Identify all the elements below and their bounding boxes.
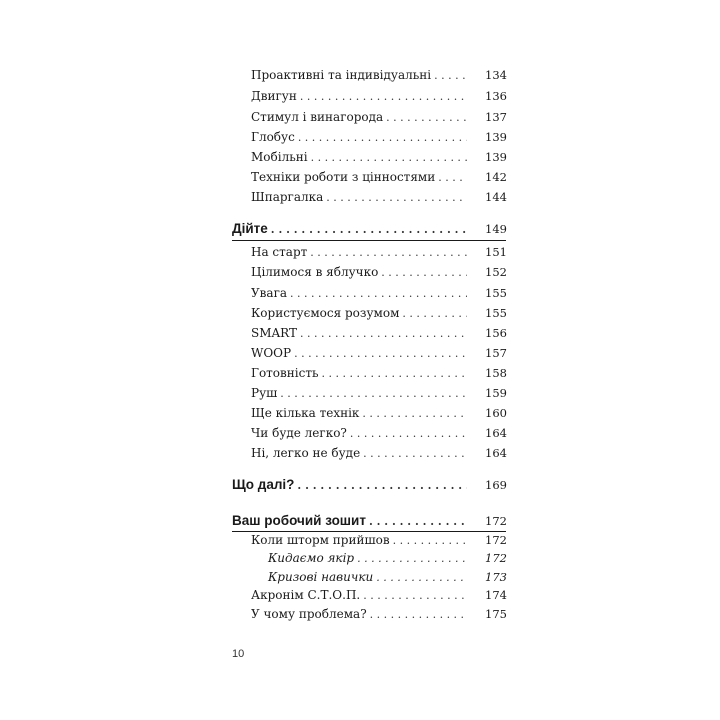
- toc-entry: [251, 588, 507, 603]
- dot-leader: [326, 191, 467, 205]
- dot-leader: [402, 307, 467, 321]
- toc-entry-title: Кризові навички: [268, 570, 374, 584]
- toc-entry-title: Руш: [251, 386, 278, 400]
- toc-entry: [251, 286, 507, 301]
- toc-entry-page: 159: [485, 386, 507, 400]
- toc-entry: [251, 170, 507, 185]
- dot-leader: [393, 534, 467, 548]
- toc-entry: [251, 607, 507, 622]
- toc-entry-title: Стимул і винагорода: [251, 110, 384, 124]
- dot-leader: [386, 111, 467, 125]
- dot-leader: [290, 287, 467, 301]
- toc-entry: [251, 190, 507, 205]
- toc-entry-title: Готовність: [251, 366, 319, 380]
- toc-entry-page: 164: [485, 446, 507, 460]
- section-divider: [232, 531, 506, 532]
- toc-entry-title: Кидаємо якір: [268, 551, 355, 565]
- toc-entry: [251, 265, 507, 280]
- dot-leader: [271, 223, 467, 237]
- toc-entry-title: Ні, легко не буде: [251, 446, 361, 460]
- toc-entry-title: Ще кілька технік: [251, 406, 360, 420]
- dot-leader: [357, 552, 467, 566]
- toc-entry-title: Чи буде легко?: [251, 426, 347, 440]
- toc-entry-title: WOOP: [251, 346, 292, 360]
- section-divider: [232, 240, 506, 241]
- toc-entry: [251, 89, 507, 104]
- toc-entry: [251, 366, 507, 381]
- toc-entry-title: Глобус: [251, 130, 295, 144]
- dot-leader: [297, 479, 467, 493]
- toc-entry-page: 173: [485, 570, 507, 584]
- toc-entry-page: 158: [485, 366, 507, 380]
- toc-entry: [251, 426, 507, 441]
- toc-entry: [251, 110, 507, 125]
- toc-entry-page: 172: [485, 551, 507, 565]
- toc-entry-title: У чому проблема?: [251, 607, 367, 621]
- toc-entry-title: Шпаргалка: [251, 190, 324, 204]
- toc-entry: [251, 130, 507, 145]
- toc-entry-title: Техніки роботи з цінностями: [251, 170, 436, 184]
- toc-section-title: Що далі?: [232, 477, 295, 492]
- toc-entry-title: Двигун: [251, 89, 297, 103]
- toc-section-page: 149: [485, 222, 507, 236]
- toc-entry-page: 137: [485, 110, 507, 124]
- toc-entry-page: 152: [485, 265, 507, 279]
- toc-entry-title: Користуємося розумом: [251, 306, 400, 320]
- dot-leader: [438, 171, 467, 185]
- toc-subentry: [268, 551, 507, 566]
- toc-entry-page: 175: [485, 607, 507, 621]
- toc-section-heading: [232, 513, 507, 529]
- dot-leader: [300, 90, 467, 104]
- toc-section-heading: [232, 477, 507, 493]
- dot-leader: [362, 407, 467, 421]
- toc-entry-page: 174: [485, 588, 507, 602]
- toc-entry-page: 134: [485, 68, 507, 82]
- dot-leader: [298, 131, 467, 145]
- toc-entry: [251, 386, 507, 401]
- toc-entry-page: 172: [485, 533, 507, 547]
- dot-leader: [363, 589, 467, 603]
- toc-section-page: 172: [485, 514, 507, 528]
- dot-leader: [363, 447, 467, 461]
- toc-entry: [251, 446, 507, 461]
- toc-entry-page: 155: [485, 306, 507, 320]
- dot-leader: [350, 427, 467, 441]
- toc-entry-title: Цілимося в яблучко: [251, 265, 379, 279]
- toc-entry-title: Увага: [251, 286, 288, 300]
- toc-entry: [251, 245, 507, 260]
- toc-entry-page: 164: [485, 426, 507, 440]
- dot-leader: [376, 571, 467, 585]
- dot-leader: [310, 246, 467, 260]
- toc-entry-title: Акронім С.Т.О.П.: [251, 588, 361, 602]
- dot-leader: [381, 266, 467, 280]
- dot-leader: [322, 367, 467, 381]
- toc-entry-title: Мобільні: [251, 150, 308, 164]
- toc-entry-page: 136: [485, 89, 507, 103]
- dot-leader: [311, 151, 467, 165]
- toc-entry-page: 139: [485, 130, 507, 144]
- toc-entry: [251, 326, 507, 341]
- page-number: 10: [232, 648, 245, 660]
- toc-entry-title: SMART: [251, 326, 298, 340]
- toc-section-heading: [232, 221, 507, 237]
- toc-entry: [251, 346, 507, 361]
- dot-leader: [300, 327, 467, 341]
- toc-section-title: Ваш робочий зошит: [232, 513, 366, 528]
- toc-entry: [251, 150, 507, 165]
- toc-entry-page: 155: [485, 286, 507, 300]
- toc-section-title: Дійте: [232, 221, 268, 236]
- dot-leader: [294, 347, 467, 361]
- toc-subentry: [268, 570, 507, 585]
- dot-leader: [280, 387, 467, 401]
- toc-entry-page: 151: [485, 245, 507, 259]
- dot-leader: [434, 69, 467, 83]
- toc-entry-page: 156: [485, 326, 507, 340]
- toc-entry: [251, 533, 507, 548]
- toc-entry-title: Коли шторм прийшов: [251, 533, 390, 547]
- dot-leader: [369, 515, 467, 529]
- toc-entry-title: Проактивні та індивідуальні: [251, 68, 432, 82]
- toc-entry-page: 142: [485, 170, 507, 184]
- toc-entry-title: На старт: [251, 245, 308, 259]
- toc-entry-page: 139: [485, 150, 507, 164]
- dot-leader: [370, 608, 467, 622]
- toc-entry-page: 157: [485, 346, 507, 360]
- toc-section-page: 169: [485, 478, 507, 492]
- toc-entry: [251, 406, 507, 421]
- toc-entry-page: 144: [485, 190, 507, 204]
- toc-entry-page: 160: [485, 406, 507, 420]
- toc-entry: [251, 68, 507, 83]
- toc-entry: [251, 306, 507, 321]
